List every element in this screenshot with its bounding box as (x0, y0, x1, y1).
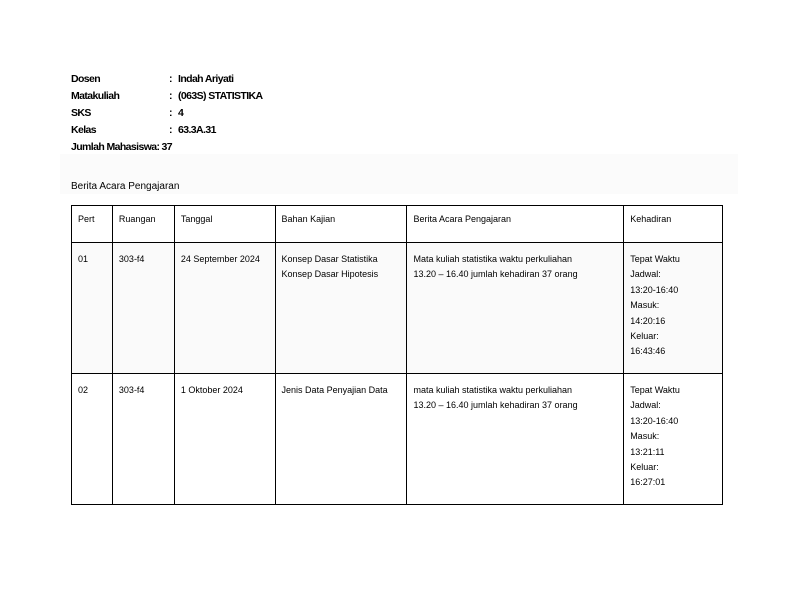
info-separator: : (156, 140, 160, 153)
info-row-dosen (71, 70, 263, 87)
berita-line: Mata kuliah statistika waktu perkuliahan (413, 254, 573, 264)
cell-berita-acara (407, 374, 624, 505)
cell-pert: 02 (72, 374, 113, 505)
kehadiran-line: Masuk: (630, 431, 660, 442)
info-label: Matakuliah (71, 89, 120, 102)
kehadiran-status: Tepat Waktu (630, 385, 680, 395)
info-separator: : (169, 72, 172, 85)
kehadiran-line: 13:20-16:40 (630, 415, 679, 426)
kehadiran-line: Keluar: (630, 462, 659, 473)
info-separator: : (169, 123, 172, 136)
column-header-pert: Pert (72, 206, 113, 243)
section-title: Berita Acara Pengajaran (71, 181, 180, 192)
kehadiran-line: Keluar: (630, 331, 659, 342)
info-row-kelas (71, 121, 263, 138)
column-header-berita-acara: Berita Acara Pengajaran (407, 206, 624, 243)
kehadiran-line: Jadwal: (630, 269, 661, 280)
column-header-tanggal: Tanggal (174, 206, 275, 243)
info-label: Jumlah Mahasiswa (71, 140, 157, 153)
kehadiran-line: Jadwal: (630, 400, 661, 411)
column-header-ruangan: Ruangan (112, 206, 174, 243)
cell-tanggal: 24 September 2024 (174, 243, 275, 374)
cell-pert: 01 (72, 243, 113, 374)
info-separator: : (169, 89, 172, 102)
bahan-line: Konsep Dasar Statistika (281, 254, 378, 264)
info-label: Dosen (71, 72, 101, 85)
kehadiran-line: 16:27:01 (630, 477, 666, 488)
cell-kehadiran (624, 243, 723, 374)
info-value: (063S) STATISTIKA (178, 89, 263, 102)
bahan-line: Jenis Data Penyajian Data (281, 385, 388, 395)
cell-bahan-kajian (275, 374, 407, 505)
cell-bahan-kajian (275, 243, 407, 374)
berita-line: 13.20 – 16.40 jumlah kehadiran 37 orang (413, 269, 578, 280)
course-info (71, 70, 263, 155)
info-label: Kelas (71, 123, 97, 136)
kehadiran-line: 14:20:16 (630, 315, 666, 326)
column-header-kehadiran: Kehadiran (624, 206, 723, 243)
table-row (72, 374, 723, 505)
berita-line: mata kuliah statistika waktu perkuliahan (413, 385, 573, 395)
info-value: Indah Ariyati (178, 72, 234, 85)
info-row-sks (71, 104, 263, 121)
kehadiran-status: Tepat Waktu (630, 254, 680, 264)
info-value: 37 (161, 140, 173, 153)
cell-kehadiran (624, 374, 723, 505)
table-header-row (72, 206, 723, 243)
info-row-jumlah-mahasiswa (71, 138, 263, 155)
kehadiran-line: Masuk: (630, 300, 660, 311)
cell-berita-acara (407, 243, 624, 374)
cell-ruangan: 303-f4 (112, 374, 174, 505)
info-value: 4 (178, 106, 184, 119)
bahan-line: Konsep Dasar Hipotesis (281, 269, 379, 280)
berita-line: 13.20 – 16.40 jumlah kehadiran 37 orang (413, 400, 578, 411)
info-row-matakuliah (71, 87, 263, 104)
kehadiran-line: 13:20-16:40 (630, 284, 679, 295)
info-value: 63.3A.31 (178, 123, 216, 136)
info-separator: : (169, 106, 172, 119)
cell-ruangan: 303-f4 (112, 243, 174, 374)
column-header-bahan-kajian: Bahan Kajian (275, 206, 407, 243)
berita-acara-table (71, 205, 723, 505)
cell-tanggal: 1 Oktober 2024 (174, 374, 275, 505)
info-label: SKS (71, 106, 91, 119)
kehadiran-line: 16:43:46 (630, 346, 666, 357)
kehadiran-line: 13:21:11 (630, 446, 665, 457)
table-row (72, 243, 723, 374)
